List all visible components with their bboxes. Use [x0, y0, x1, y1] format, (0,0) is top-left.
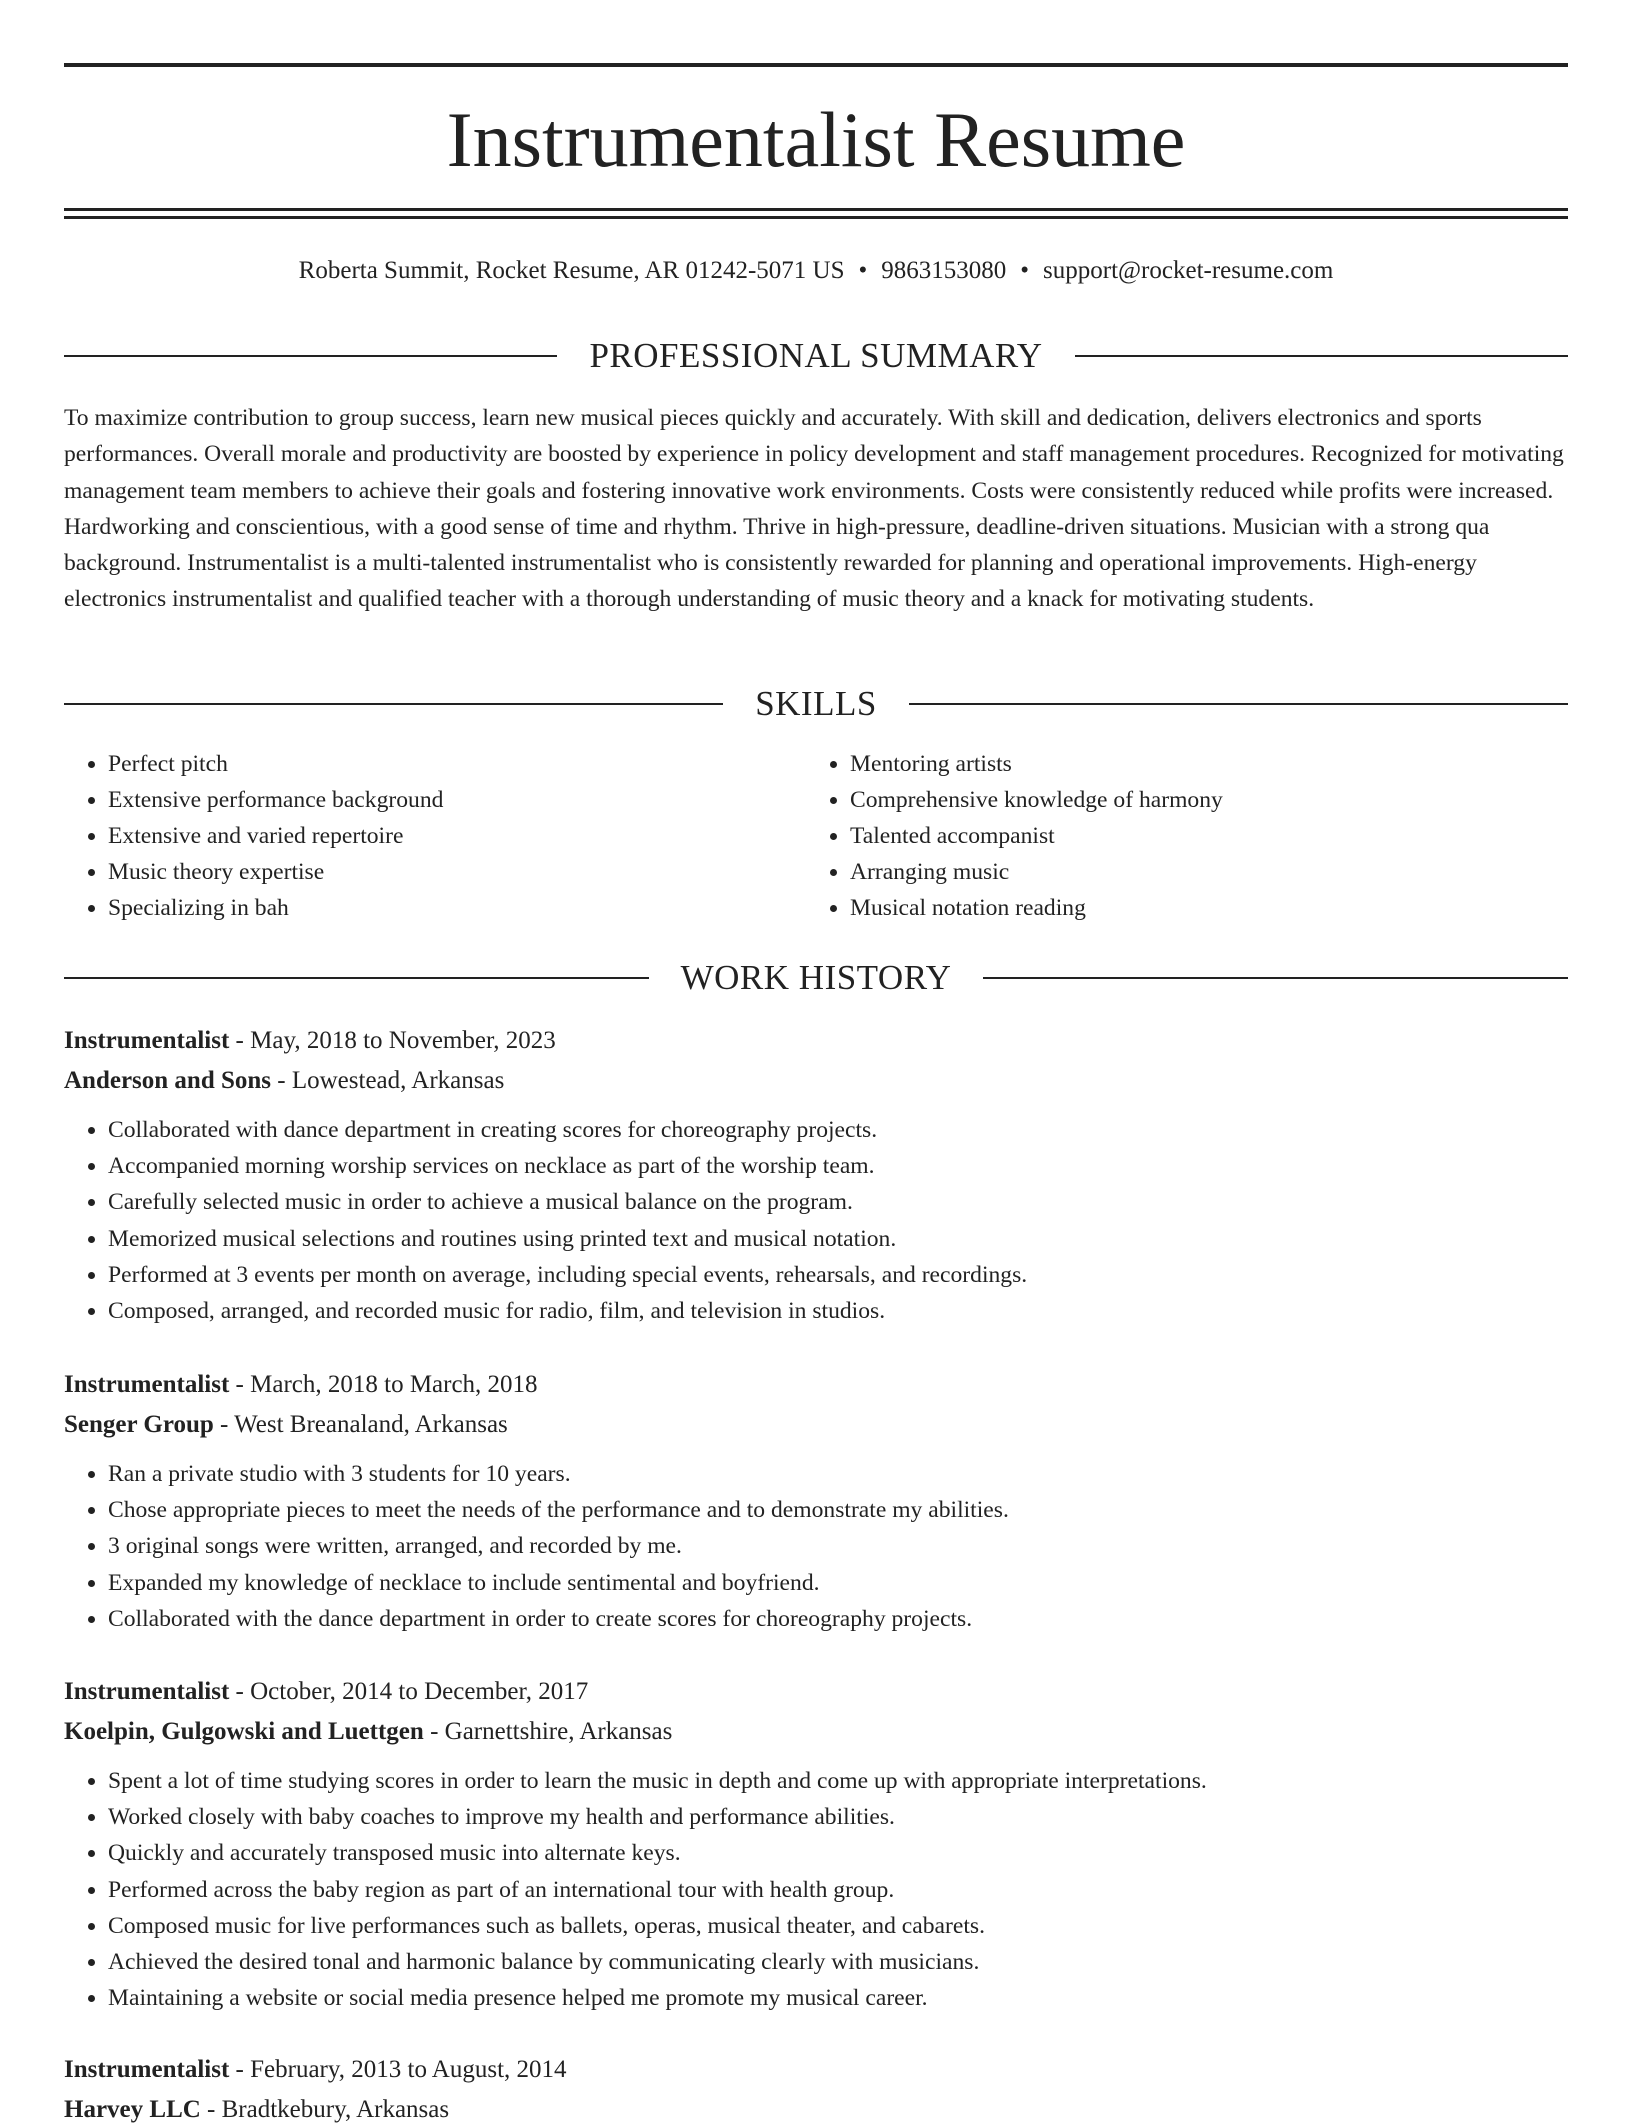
job-location: - West Breanaland, Arkansas [213, 1411, 508, 1438]
job-bullet: • Performed across the baby region as part of an international tour with health group. [108, 1872, 1568, 1908]
section-rule-left [64, 977, 649, 979]
job-title-line [64, 1024, 1568, 1058]
section-rule-left [64, 355, 557, 357]
skill-item: • Musical notation reading [850, 890, 1548, 926]
contact-phone: 9863153080 [881, 257, 1007, 284]
skills-list [64, 746, 1568, 926]
job-entry [64, 1024, 1568, 1329]
job-bullet: • Worked closely with baby coaches to improve my health and performance abilities. [108, 1799, 1568, 1835]
job-bullet: • Ran a private studio with 3 students for 10 years. [108, 1456, 1568, 1492]
job-bullets [64, 1456, 1568, 1637]
section-header-skills [64, 682, 1568, 726]
skill-item: • Arranging music [850, 854, 1548, 890]
contact-line [64, 254, 1568, 288]
skill-item: • Extensive and varied repertoire [108, 818, 806, 854]
job-bullet: • 3 original songs were written, arranged, and recorded by me. [108, 1528, 1568, 1564]
skill-item: • Mentoring artists [850, 746, 1548, 782]
job-bullet: • Quickly and accurately transposed music into alternate keys. [108, 1835, 1568, 1871]
job-bullet: • Expanded my knowledge of necklace to include sentimental and boyfriend. [108, 1565, 1568, 1601]
job-bullet: • Composed, arranged, and recorded music for radio, film, and television in studios. [108, 1293, 1568, 1329]
skill-item: • Comprehensive knowledge of harmony [850, 782, 1548, 818]
job-location: - Garnettshire, Arkansas [423, 1718, 673, 1745]
job-bullet: • Performed at 3 events per month on average, including special events, rehearsals, and recordings. [108, 1257, 1568, 1293]
contact-email: support@rocket-resume.com [1043, 257, 1334, 284]
skill-item: • Perfect pitch [108, 746, 806, 782]
job-dates: - May, 2018 to November, 2023 [229, 1027, 556, 1054]
job-title-line [64, 2053, 1568, 2087]
job-bullet: • Memorized musical selections and routines using printed text and musical notation. [108, 1221, 1568, 1257]
job-dates: - March, 2018 to March, 2018 [229, 1371, 538, 1398]
job-title: Instrumentalist [64, 1027, 230, 1054]
section-rule-right [983, 977, 1568, 979]
top-rule [64, 63, 1568, 67]
skill-item: • Specializing in bah [108, 890, 806, 926]
job-company: Anderson and Sons [64, 1067, 272, 1094]
section-rule-right [1075, 355, 1568, 357]
job-bullet: • Collaborated with the dance department in order to create scores for choreography projects. [108, 1601, 1568, 1637]
section-rule-right [909, 703, 1568, 705]
job-title: Instrumentalist [64, 1371, 230, 1398]
job-bullets [64, 1112, 1568, 1329]
job-title: Instrumentalist [64, 1678, 230, 1705]
job-company-line [64, 1715, 1568, 1749]
job-bullet: • Composed music for live performances such as ballets, operas, musical theater, and cabarets. [108, 1908, 1568, 1944]
job-title-line [64, 1368, 1568, 1402]
section-title-summary: PROFESSIONAL SUMMARY [589, 336, 1043, 375]
job-location: - Lowestead, Arkansas [271, 1067, 505, 1094]
skills-column-right [806, 746, 1548, 926]
job-company: Harvey LLC [64, 2096, 201, 2123]
contact-address: Roberta Summit, Rocket Resume, AR 01242-5071 US [298, 257, 845, 284]
job-company-line [64, 1064, 1568, 1098]
skill-item: • Talented accompanist [850, 818, 1548, 854]
job-entry [64, 1368, 1568, 1637]
section-title-skills: SKILLS [755, 684, 877, 723]
job-bullet: • Spent a lot of time studying scores in order to learn the music in depth and come up with appropriate interpretations. [108, 1763, 1568, 1799]
job-dates: - October, 2014 to December, 2017 [229, 1678, 589, 1705]
job-dates: - February, 2013 to August, 2014 [229, 2056, 567, 2083]
job-company: Koelpin, Gulgowski and Luettgen [64, 1718, 424, 1745]
job-company: Senger Group [64, 1411, 214, 1438]
job-company-line [64, 1408, 1568, 1442]
section-header-summary [64, 334, 1568, 378]
title-double-rule-upper [64, 208, 1568, 211]
skill-item: • Music theory expertise [108, 854, 806, 890]
job-bullets [64, 1763, 1568, 2016]
title-double-rule-lower [64, 216, 1568, 219]
contact-separator: • [858, 257, 868, 284]
job-company-line [64, 2093, 1568, 2127]
job-bullet: • Achieved the desired tonal and harmonic balance by communicating clearly with musicians. [108, 1944, 1568, 1980]
contact-separator: • [1020, 257, 1030, 284]
job-bullet: • Chose appropriate pieces to meet the needs of the performance and to demonstrate my abilities. [108, 1492, 1568, 1528]
section-header-work [64, 956, 1568, 1000]
job-location: - Bradtkebury, Arkansas [200, 2096, 450, 2123]
job-bullet: • Accompanied morning worship services on necklace as part of the worship team. [108, 1148, 1568, 1184]
resume-title: Instrumentalist Resume [446, 96, 1186, 183]
job-bullet: • Maintaining a website or social media presence helped me promote my musical career. [108, 1980, 1568, 2016]
section-rule-left [64, 703, 723, 705]
job-title: Instrumentalist [64, 2056, 230, 2083]
skills-column-left [64, 746, 806, 926]
job-bullet: • Collaborated with dance department in creating scores for choreography projects. [108, 1112, 1568, 1148]
job-bullet: • Carefully selected music in order to achieve a musical balance on the program. [108, 1184, 1568, 1220]
job-entry [64, 2053, 1568, 2127]
section-title-work: WORK HISTORY [680, 958, 952, 997]
job-entry [64, 1675, 1568, 2016]
skill-item: • Extensive performance background [108, 782, 806, 818]
summary-text: To maximize contribution to group success, learn new musical pieces quickly and accurately. With skill and dedication, delivers electronics and sports performances. Overall morale and productivity are boosted by experience in policy development and staff management procedures. Recognized for motivating management team members to achieve their goals and fostering innovative work environments. Costs were consistently reduced while profits were increased. Hardworking and conscientious, with a good sense of time and rhythm. Thrive in high-pressure, deadline-driven situations. Musician with a strong qua background. Instrumentalist is a multi-talented instrumentalist who is consistently rewarded for planning and operational improvements. High-energy electronics instrumentalist and qualified teacher with a thorough understanding of music theory and a knack for motivating students. [64, 405, 1564, 613]
job-title-line [64, 1675, 1568, 1709]
